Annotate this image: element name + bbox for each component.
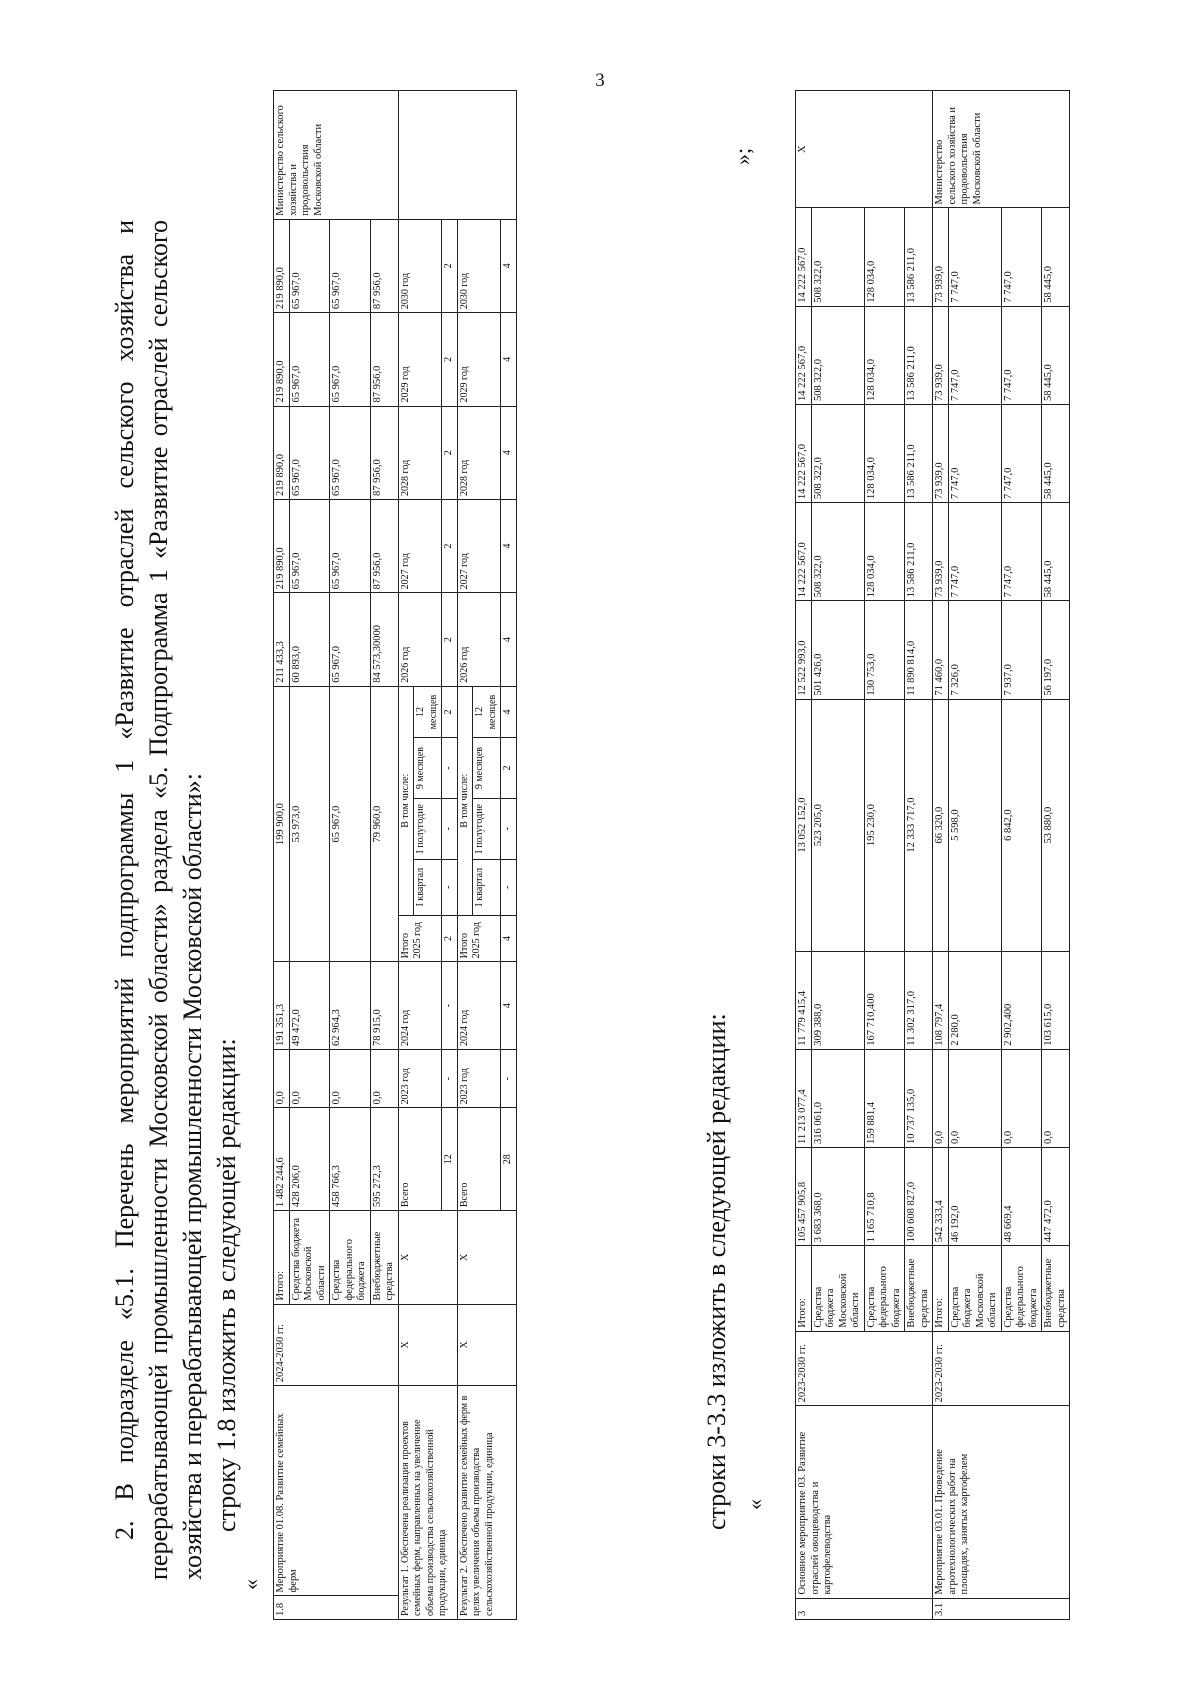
header-2024: 2024 год: [398, 962, 442, 1050]
header-itogo-2025: Итого 2025 год: [398, 915, 442, 962]
cell-total: 12: [442, 1108, 458, 1211]
header-2030: 2030 год: [398, 219, 442, 312]
cell-2024: 11 779 415,4: [796, 951, 812, 1049]
cell-2029: 73 939,0: [933, 306, 949, 404]
responsible-blank: [398, 91, 516, 220]
cell-2030: 7 747,0: [948, 208, 1001, 306]
cell-2025: 195 230,0: [864, 699, 905, 951]
cell-2026: 211 433,3: [274, 593, 290, 686]
cell-2029: 58 445,0: [1042, 306, 1070, 404]
cell-2024: 167 710,400: [864, 951, 905, 1049]
finance-source: Средства федерального бюджета: [864, 1246, 905, 1331]
responsible: X: [796, 91, 933, 209]
header-itogo-2025: Итого 2025 год: [457, 915, 501, 962]
cell-2028: 65 967,0: [330, 406, 371, 499]
cell-2025: 13 052 152,0: [796, 699, 812, 951]
cell-2029: 4: [501, 313, 517, 406]
header-q1: I квартал: [414, 859, 442, 915]
header-total: Всего: [457, 1108, 501, 1211]
finance-source: Внебюджетные средства: [905, 1246, 933, 1331]
event-period: 2024-2030 гг.: [274, 1304, 399, 1386]
cell-2023: -: [442, 1049, 458, 1107]
result-2-source: X: [457, 1211, 516, 1304]
cell-h1: -: [501, 798, 517, 859]
cell-2027: 87 956,0: [370, 499, 398, 592]
intro-text: 2. В подразделе «5.1. Перечень мероприятий подпрограммы 1 «Развитие отраслей сельского хозяйства и перерабатывающей промышленности Московской области» раздела «5. Подпрограмма 1 «Развитие отраслей сельского хозяйства и перерабатывающей промышленности Московской области»:: [110, 220, 207, 1580]
cell-2026: 4: [501, 593, 517, 686]
header-including: В том числе:: [457, 686, 473, 915]
cell-total: 48 669,4: [1001, 1147, 1042, 1245]
finance-source: Средства бюджета Московской области: [948, 1246, 1001, 1331]
result-1-period: X: [398, 1304, 457, 1386]
header-12m: 12 месяцев: [473, 686, 501, 737]
open-quote-2: «: [742, 1499, 767, 1510]
cell-12m: 2: [442, 686, 458, 737]
rotated-page-content: [30, 60, 1150, 1660]
table-row: [457, 91, 473, 1620]
open-quote-1: «: [238, 1579, 263, 1590]
cell-2027: 14 222 567,0: [796, 503, 812, 601]
intro-text-tail: строку 1.8 изложить в следующей редакции:: [212, 1038, 241, 1532]
cell-2027: 219 890,0: [274, 499, 290, 592]
cell-2024: 4: [501, 962, 517, 1050]
header-9m: 9 месяцев: [414, 738, 442, 799]
cell-2025: 523 205,0: [811, 699, 864, 951]
second-paragraph: строки 3-3.3 изложить в следующей редакции:: [702, 1013, 731, 1530]
cell-total: 542 333,4: [933, 1147, 949, 1245]
header-including: В том числе:: [398, 686, 414, 915]
event-name: Основное мероприятие 03. Развитие отраслей овощеводства и картофелеводства: [796, 1406, 933, 1598]
row-number: 3.1: [933, 1598, 1070, 1619]
table-row: [274, 91, 290, 1620]
cell-q1: -: [442, 859, 458, 915]
finance-source: Внебюджетные средства: [1042, 1246, 1070, 1331]
cell-2024: 191 351,3: [274, 962, 290, 1050]
header-2023: 2023 год: [398, 1049, 442, 1107]
cell-2028: 508 322,0: [811, 404, 864, 502]
cell-2023: 0,0: [948, 1049, 1001, 1147]
finance-source: Итого:: [933, 1246, 949, 1331]
header-9m: 9 месяцев: [473, 738, 501, 799]
cell-2028: 65 967,0: [289, 406, 330, 499]
header-h1: I полугодие: [473, 798, 501, 859]
cell-2024: -: [442, 962, 458, 1050]
header-total: Всего: [398, 1108, 442, 1211]
cell-2023: 10 737 135,0: [905, 1049, 933, 1147]
cell-2029: 65 967,0: [330, 313, 371, 406]
cell-2027: 73 939,0: [933, 503, 949, 601]
cell-2029: 2: [442, 313, 458, 406]
event-period: 2023-2030 гг.: [796, 1331, 933, 1406]
cell-2027: 128 034,0: [864, 503, 905, 601]
cell-total: 1 482 244,6: [274, 1108, 290, 1211]
header-2029: 2029 год: [457, 313, 501, 406]
cell-2028: 13 586 211,0: [905, 404, 933, 502]
event-period: 2023-2030 гг.: [933, 1331, 1070, 1406]
cell-2026: 12 522 993,0: [796, 601, 812, 699]
cell-2025: 5 598,0: [948, 699, 1001, 951]
finance-source: Средства бюджета Московской области: [289, 1211, 330, 1304]
cell-2028: 58 445,0: [1042, 404, 1070, 502]
event-name: Мероприятие 01.08. Развитие семейных ферм: [274, 1386, 399, 1596]
cell-2024: 2 902,400: [1001, 951, 1042, 1049]
cell-2023: 0,0: [370, 1049, 398, 1107]
cell-2025: 65 967,0: [330, 686, 371, 962]
cell-2026: 11 890 814,0: [905, 601, 933, 699]
cell-2030: 128 034,0: [864, 208, 905, 306]
cell-2026: 7 937,0: [1001, 601, 1042, 699]
cell-2023: 0,0: [1001, 1049, 1042, 1147]
cell-2023: 0,0: [933, 1049, 949, 1147]
finance-source: Итого:: [274, 1211, 290, 1304]
cell-2027: 508 322,0: [811, 503, 864, 601]
cell-2030: 14 222 567,0: [796, 208, 812, 306]
header-2026: 2026 год: [457, 593, 501, 686]
cell-2027: 2: [442, 499, 458, 592]
cell-2029: 7 747,0: [1001, 306, 1042, 404]
cell-2028: 7 747,0: [948, 404, 1001, 502]
responsible: Министерство сельского хозяйства и продовольствия Московской области: [933, 91, 1070, 209]
cell-2030: 87 956,0: [370, 219, 398, 312]
header-2029: 2029 год: [398, 313, 442, 406]
cell-2030: 65 967,0: [289, 219, 330, 312]
cell-2024: 2 280,0: [948, 951, 1001, 1049]
cell-2024: 49 472,0: [289, 962, 330, 1050]
header-2027: 2027 год: [398, 499, 442, 592]
cell-2027: 65 967,0: [330, 499, 371, 592]
cell-2026: 7 326,0: [948, 601, 1001, 699]
cell-2023: -: [501, 1049, 517, 1107]
header-2030: 2030 год: [457, 219, 501, 312]
cell-2030: 4: [501, 219, 517, 312]
table-row-1-8: [273, 90, 517, 1620]
cell-2026: 84 573,30000: [370, 593, 398, 686]
cell-2028: 87 956,0: [370, 406, 398, 499]
cell-2024: 62 964,3: [330, 962, 371, 1050]
cell-2026: 65 967,0: [330, 593, 371, 686]
cell-2030: 508 322,0: [811, 208, 864, 306]
cell-2028: 128 034,0: [864, 404, 905, 502]
cell-2024: 108 797,4: [933, 951, 949, 1049]
header-12m: 12 месяцев: [414, 686, 442, 737]
cell-2025: 79 960,0: [370, 686, 398, 962]
cell-2025: 199 900,0: [274, 686, 290, 962]
cell-2029: 13 586 211,0: [905, 306, 933, 404]
cell-total: 447 472,0: [1042, 1147, 1070, 1245]
cell-2027: 4: [501, 499, 517, 592]
header-2024: 2024 год: [457, 962, 501, 1050]
table-rows-3-3-3: [795, 90, 1070, 1620]
intro-paragraph: [108, 220, 244, 1580]
header-2028: 2028 год: [398, 406, 442, 499]
header-q1: I квартал: [473, 859, 501, 915]
cell-2028: 2: [442, 406, 458, 499]
cell-2023: 0,0: [330, 1049, 371, 1107]
cell-2024: 78 915,0: [370, 962, 398, 1050]
cell-2030: 2: [442, 219, 458, 312]
cell-total: 100 608 827,0: [905, 1147, 933, 1245]
cell-2027: 7 747,0: [1001, 503, 1042, 601]
cell-12m: 4: [501, 686, 517, 737]
finance-source: Внебюджетные средства: [370, 1211, 398, 1304]
cell-total: 3 683 368,0: [811, 1147, 864, 1245]
cell-2023: 316 061,0: [811, 1049, 864, 1147]
cell-total: 595 272,3: [370, 1108, 398, 1211]
finance-source: Средства федерального бюджета: [1001, 1246, 1042, 1331]
finance-source: Средства бюджета Московской области: [811, 1246, 864, 1331]
cell-q1: -: [501, 859, 517, 915]
result-1-name: Результат 1. Обеспечена реализация проектов семейных ферм, направленных на увеличение объема производства сельскохозяйственной продукции, единица: [398, 1386, 457, 1620]
cell-9m: -: [442, 738, 458, 799]
row-number: 1.8: [274, 1596, 399, 1620]
table-row: [398, 91, 414, 1620]
cell-2026: 56 197,0: [1042, 601, 1070, 699]
cell-2026: 71 460,0: [933, 601, 949, 699]
cell-2030: 219 890,0: [274, 219, 290, 312]
cell-2029: 7 747,0: [948, 306, 1001, 404]
finance-source: Итого:: [796, 1246, 812, 1331]
cell-9m: 2: [501, 738, 517, 799]
cell-2030: 7 747,0: [1001, 208, 1042, 306]
cell-2023: 0,0: [274, 1049, 290, 1107]
cell-total: 1 165 710,8: [864, 1147, 905, 1245]
cell-2024: 309 388,0: [811, 951, 864, 1049]
cell-2025: 4: [501, 915, 517, 962]
cell-2028: 4: [501, 406, 517, 499]
cell-2029: 508 322,0: [811, 306, 864, 404]
cell-2030: 65 967,0: [330, 219, 371, 312]
table-row: [796, 91, 812, 1620]
header-2026: 2026 год: [398, 593, 442, 686]
header-2027: 2027 год: [457, 499, 501, 592]
cell-2026: 501 426,0: [811, 601, 864, 699]
cell-2024: 103 615,0: [1042, 951, 1070, 1049]
responsible: Министерство сельского хозяйства и продовольствия Московской области: [274, 91, 399, 220]
cell-total: 28: [501, 1108, 517, 1211]
result-2-period: X: [457, 1304, 516, 1386]
cell-2030: 13 586 211,0: [905, 208, 933, 306]
cell-2023: 11 213 077,4: [796, 1049, 812, 1147]
header-2023: 2023 год: [457, 1049, 501, 1107]
row-number: 3: [796, 1598, 933, 1619]
header-2028: 2028 год: [457, 406, 501, 499]
cell-total: 458 766,3: [330, 1108, 371, 1211]
cell-2027: 7 747,0: [948, 503, 1001, 601]
cell-2027: 65 967,0: [289, 499, 330, 592]
cell-2023: 0,0: [1042, 1049, 1070, 1147]
cell-2025: 6 842,0: [1001, 699, 1042, 951]
cell-2027: 58 445,0: [1042, 503, 1070, 601]
cell-2028: 14 222 567,0: [796, 404, 812, 502]
cell-2025: 12 333 717,0: [905, 699, 933, 951]
cell-2029: 128 034,0: [864, 306, 905, 404]
result-1-source: X: [398, 1211, 457, 1304]
cell-2024: 11 302 317,0: [905, 951, 933, 1049]
table-row: [933, 91, 949, 1620]
cell-2025: 2: [442, 915, 458, 962]
result-2-name: Результат 2. Обеспечено развитие семейных ферм в целях увеличения объема производства сельскохозяйственной продукции, единица: [457, 1386, 516, 1620]
page-number: 3: [595, 70, 605, 91]
cell-2025: 66 320,0: [933, 699, 949, 951]
header-h1: I полугодие: [414, 798, 442, 859]
cell-2029: 87 956,0: [370, 313, 398, 406]
cell-2029: 14 222 567,0: [796, 306, 812, 404]
finance-source: Средства федерального бюджета: [330, 1211, 371, 1304]
cell-2028: 73 939,0: [933, 404, 949, 502]
cell-total: 105 457 905,8: [796, 1147, 812, 1245]
cell-2027: 13 586 211,0: [905, 503, 933, 601]
cell-2026: 2: [442, 593, 458, 686]
cell-2025: 53 973,0: [289, 686, 330, 962]
cell-2028: 219 890,0: [274, 406, 290, 499]
cell-2029: 219 890,0: [274, 313, 290, 406]
cell-total: 46 192,0: [948, 1147, 1001, 1245]
cell-2028: 7 747,0: [1001, 404, 1042, 502]
cell-2026: 130 753,0: [864, 601, 905, 699]
cell-2025: 53 880,0: [1042, 699, 1070, 951]
cell-2030: 58 445,0: [1042, 208, 1070, 306]
cell-2026: 60 893,0: [289, 593, 330, 686]
cell-2029: 65 967,0: [289, 313, 330, 406]
cell-2023: 159 881,4: [864, 1049, 905, 1147]
closing-quote-mark: »;: [730, 147, 755, 165]
cell-2030: 73 939,0: [933, 208, 949, 306]
event-name: Мероприятие 03.01. Проведение агротехнологических работ на площадях, занятых картофелем: [933, 1406, 1070, 1598]
cell-total: 428 206,0: [289, 1108, 330, 1211]
cell-2023: 0,0: [289, 1049, 330, 1107]
cell-h1: -: [442, 798, 458, 859]
